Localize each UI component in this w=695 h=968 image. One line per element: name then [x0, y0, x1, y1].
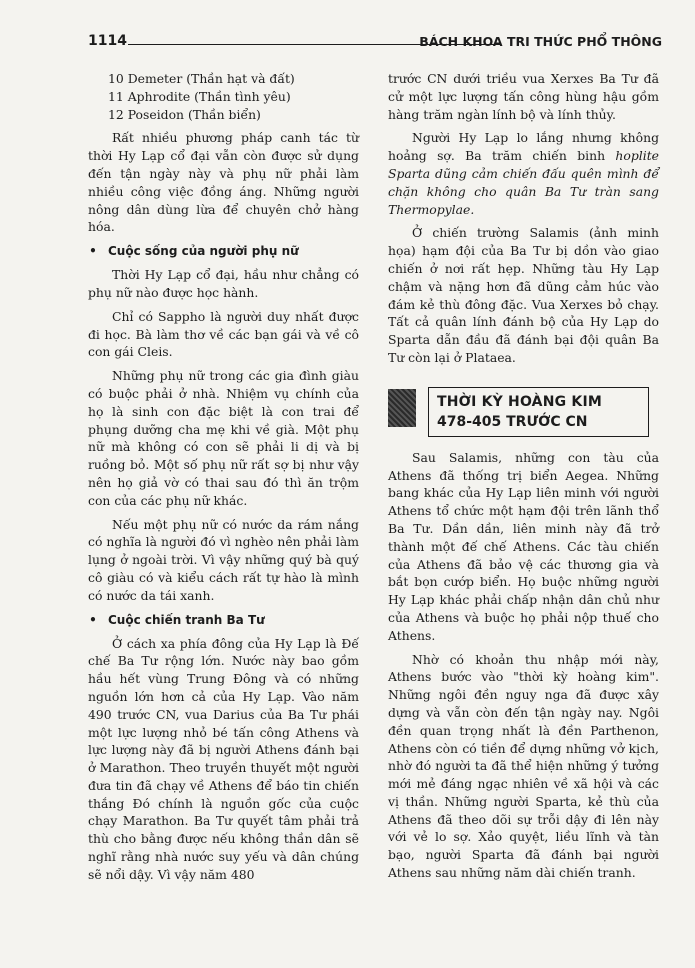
body-paragraph: Nếu một phụ nữ có nước da rám nắng có nghĩa là người đó vì nghèo nên phải làm lụng ở ngoài trời. Vì vậy những quý bà quý cô giàu có và kiểu cách rất tự hào là mình có nước da tái xanh. [88, 516, 359, 603]
bullet-icon: • [89, 244, 97, 259]
section-heading-text: Cuộc chiến tranh Ba Tư [108, 612, 265, 627]
body-paragraph: Ở chiến trường Salamis (ảnh minh họa) hạm đội của Ba Tư bị dồn vào giao chiến ở nơi rất hẹp. Những tàu Hy Lạp chậm và nặng hơn đã dũng cảm húc vào đám kẻ thù đông đặc. Vua Xerxes bỏ chạy. Tất cả quân lính đánh bộ của Hy Lạp do Sparta dẫn đầu đã đánh bại đội quân Ba Tư còn lại ở Plataea. [388, 225, 659, 365]
body-paragraph: Chỉ có Sappho là người duy nhất được đi học. Bà làm thơ về các bạn gái và về cô con gái Cleis. [88, 308, 359, 360]
list-item: 12 Poseidon (Thần biển) [108, 106, 261, 122]
chapter-title: THỜI KỲ HOÀNG KIM [437, 393, 602, 410]
section-heading-war [88, 611, 359, 629]
body-paragraph: Nhờ có khoản thu nhập mới này, Athens bước vào "thời kỳ hoàng kim". Những ngôi đền nguy nga đã được xây dựng và vẫn còn đến tận ngày nay. Ngôi đền quan trọng nhất là đền Parthenon, Athens còn có tiền để dựng những vở kịch, nhờ đó người ta đã thể hiện những ý tưởng mới mẻ đáng ngạc nhiên về xã hội và các vị thần. Những người Sparta, kẻ thù của Athens đã theo dõi sự trỗi dậy đi lên này với vẻ lo sợ. Xảo quyệt, liều lĩnh và tàn bạo, người Sparta đã đánh bại người Athens sau những năm dài chiến tranh. [388, 651, 659, 881]
page-number: 1114 [88, 33, 127, 49]
section-heading-text: Cuộc sống của người phụ nữ [108, 244, 299, 259]
page-header [88, 33, 662, 55]
chapter-heading [388, 387, 659, 443]
body-paragraph: Những phụ nữ trong các gia đình giàu có buộc phải ở nhà. Nhiệm vụ chính của họ là sinh con đặc biệt là con trai để phụng dưỡng cha mẹ khi về già. Một phụ nữ mà không có con sẽ phải li dị và bị ruồng bỏ. Một số phụ nữ rất sợ bị như vậy nên họ giả vờ có thai sau đó thì ăn trộm con của các phụ nữ khác. [88, 368, 359, 508]
paragraph-text: Người Hy Lạp lo lắng nhưng không hoảng sợ. Ba trăm chiến binh [388, 130, 659, 164]
bullet-icon: • [89, 612, 97, 627]
chapter-period: 478-405 TRƯỚC CN [437, 413, 588, 430]
left-column [88, 70, 359, 884]
body-paragraph: Ở cách xa phía đông của Hy Lạp là Đế chế Ba Tư rộng lớn. Nước này bao gồm hầu hết vùng Trung Đông và có những nguồn lớn hơn cả của Hy Lạp. Vào năm 490 trước CN, vua Darius của Ba Tư phái một lực lượng nhỏ bé tấn công Athens và lực lượng này đã bị người Athens đánh bại ở Marathon. Theo truyền thuyết một người đưa tin đã chạy về Athens để báo tin chiến thắng Đó chính là nguồn gốc của cuộc chạy Marathon. Ba Tư quyết tâm phải trả thù cho bằng được nếu không thần dân sẽ nghĩ rằng nhà nước suy yếu và dân chúng sẽ nổi dậy. Vì vậy năm 480 [88, 635, 359, 882]
body-paragraph [388, 129, 659, 218]
chapter-marker-icon [388, 389, 416, 427]
section-heading-women [88, 242, 359, 260]
right-column [388, 70, 659, 882]
body-paragraph: Rất nhiều phương pháp canh tác từ thời Hy Lạp cổ đại vẫn còn được sử dụng đến tận ngày này và phụ nữ phải làm nhiều công việc đồng áng. Những người nông dân dùng lừa để chuyên chở hàng hóa. [88, 130, 359, 235]
list-item: 11 Aphrodite (Thần tình yêu) [108, 88, 291, 104]
running-title: BÁCH KHOA TRI THỨC PHỔ THÔNG [419, 34, 662, 49]
list-item: 10 Demeter (Thần hạt và đất) [108, 71, 295, 86]
body-paragraph: Thời Hy Lạp cổ đại, hầu như chẳng có phụ nữ nào được học hành. [88, 267, 359, 300]
body-paragraph: Sau Salamis, những con tàu của Athens đã thống trị biển Aegea. Những bang khác của Hy Lạp liên minh với người Athens tổ chức một hạm đội trên lãnh thổ Ba Tư. Dần dần, liên minh này đã trở thành một đế chế Athens. Các tàu chiến của Athens đã bảo vệ các thương gia và bắt bọn cướp biển. Họ buộc những người Hy Lạp khác phải chấp nhận dân chủ như của Athens và buộc họ phải nộp thuế cho Athens. [388, 449, 659, 643]
italic-text: hoplite Sparta dũng cảm chiến đấu quên mình để chặn không cho quân Ba Tư tràn sang Thermopylae. [388, 148, 659, 217]
body-paragraph: trước CN dưới triều vua Xerxes Ba Tư đã cử một lực lượng tấn công hùng hậu gồm hàng trăm ngàn lính bộ và lính thủy. [388, 71, 659, 122]
chapter-title-box [428, 387, 649, 437]
